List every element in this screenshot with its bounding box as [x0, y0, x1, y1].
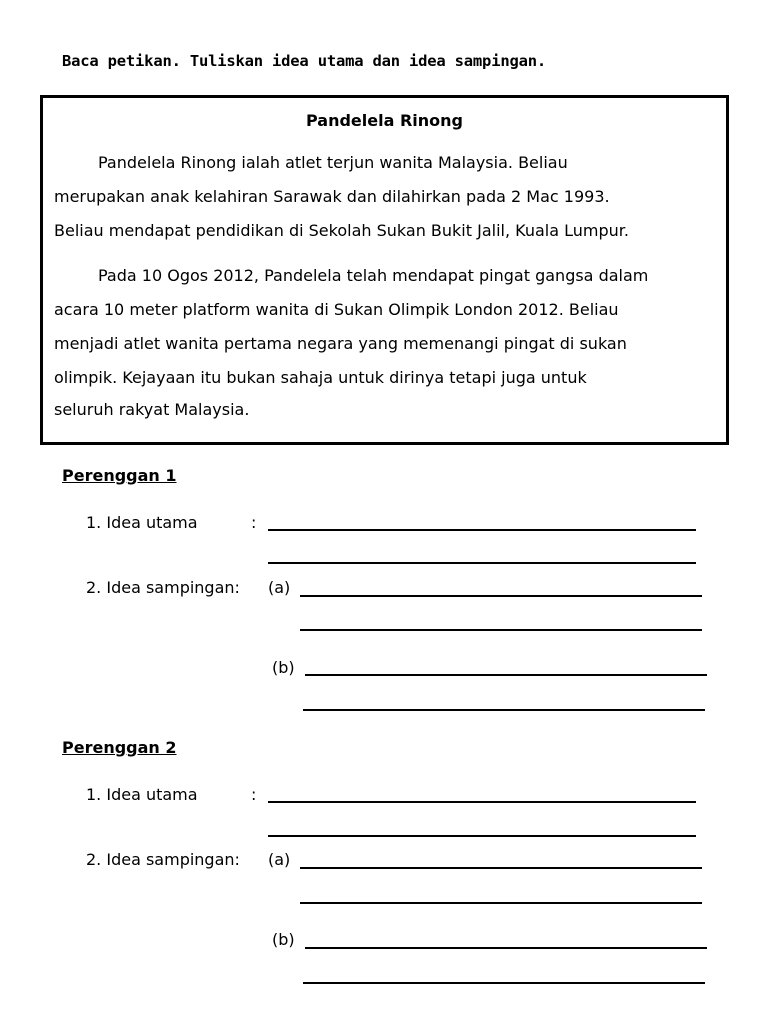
side-idea-a-answer-line-2[interactable]	[300, 902, 702, 904]
side-idea-b-answer-line-1[interactable]	[305, 674, 707, 676]
main-idea-answer-line-2[interactable]	[268, 835, 696, 837]
passage-line: seluruh rakyat Malaysia.	[54, 400, 250, 419]
side-idea-label: 2. Idea sampingan:	[86, 850, 240, 869]
side-idea-b-marker: (b)	[272, 658, 295, 677]
passage-title: Pandelela Rinong	[305, 111, 463, 130]
main-idea-label: 1. Idea utama	[86, 513, 198, 532]
main-idea-answer-line-1[interactable]	[268, 801, 696, 803]
side-idea-b-answer-line-2[interactable]	[303, 982, 705, 984]
main-idea-answer-line-2[interactable]	[268, 562, 696, 564]
main-idea-label: 1. Idea utama	[86, 785, 198, 804]
side-idea-a-marker: (a)	[268, 850, 291, 869]
passage-line: merupakan anak kelahiran Sarawak dan dilahirkan pada 2 Mac 1993.	[54, 187, 610, 206]
main-idea-colon: :	[251, 785, 257, 804]
side-idea-a-answer-line-2[interactable]	[300, 629, 702, 631]
passage-line: Pandelela Rinong ialah atlet terjun wanita Malaysia. Beliau	[98, 153, 568, 172]
passage-line: Pada 10 Ogos 2012, Pandelela telah mendapat pingat gangsa dalam	[98, 266, 649, 285]
side-idea-label: 2. Idea sampingan:	[86, 578, 240, 597]
side-idea-b-marker: (b)	[272, 930, 295, 949]
side-idea-b-answer-line-1[interactable]	[305, 947, 707, 949]
side-idea-b-answer-line-2[interactable]	[303, 709, 705, 711]
passage-box	[40, 95, 729, 445]
passage-line: menjadi atlet wanita pertama negara yang memenangi pingat di sukan	[54, 334, 627, 353]
section-heading-perenggan-1: Perenggan 1	[62, 466, 177, 485]
passage-line: Beliau mendapat pendidikan di Sekolah Sukan Bukit Jalil, Kuala Lumpur.	[54, 221, 629, 240]
passage-line: acara 10 meter platform wanita di Sukan Olimpik London 2012. Beliau	[54, 300, 619, 319]
passage-line: olimpik. Kejayaan itu bukan sahaja untuk dirinya tetapi juga untuk	[54, 368, 587, 387]
side-idea-a-answer-line-1[interactable]	[300, 867, 702, 869]
main-idea-colon: :	[251, 513, 257, 532]
worksheet-instruction: Baca petikan. Tuliskan idea utama dan idea sampingan.	[62, 52, 546, 70]
side-idea-a-answer-line-1[interactable]	[300, 595, 702, 597]
main-idea-answer-line-1[interactable]	[268, 529, 696, 531]
section-heading-perenggan-2: Perenggan 2	[62, 738, 177, 757]
side-idea-a-marker: (a)	[268, 578, 291, 597]
